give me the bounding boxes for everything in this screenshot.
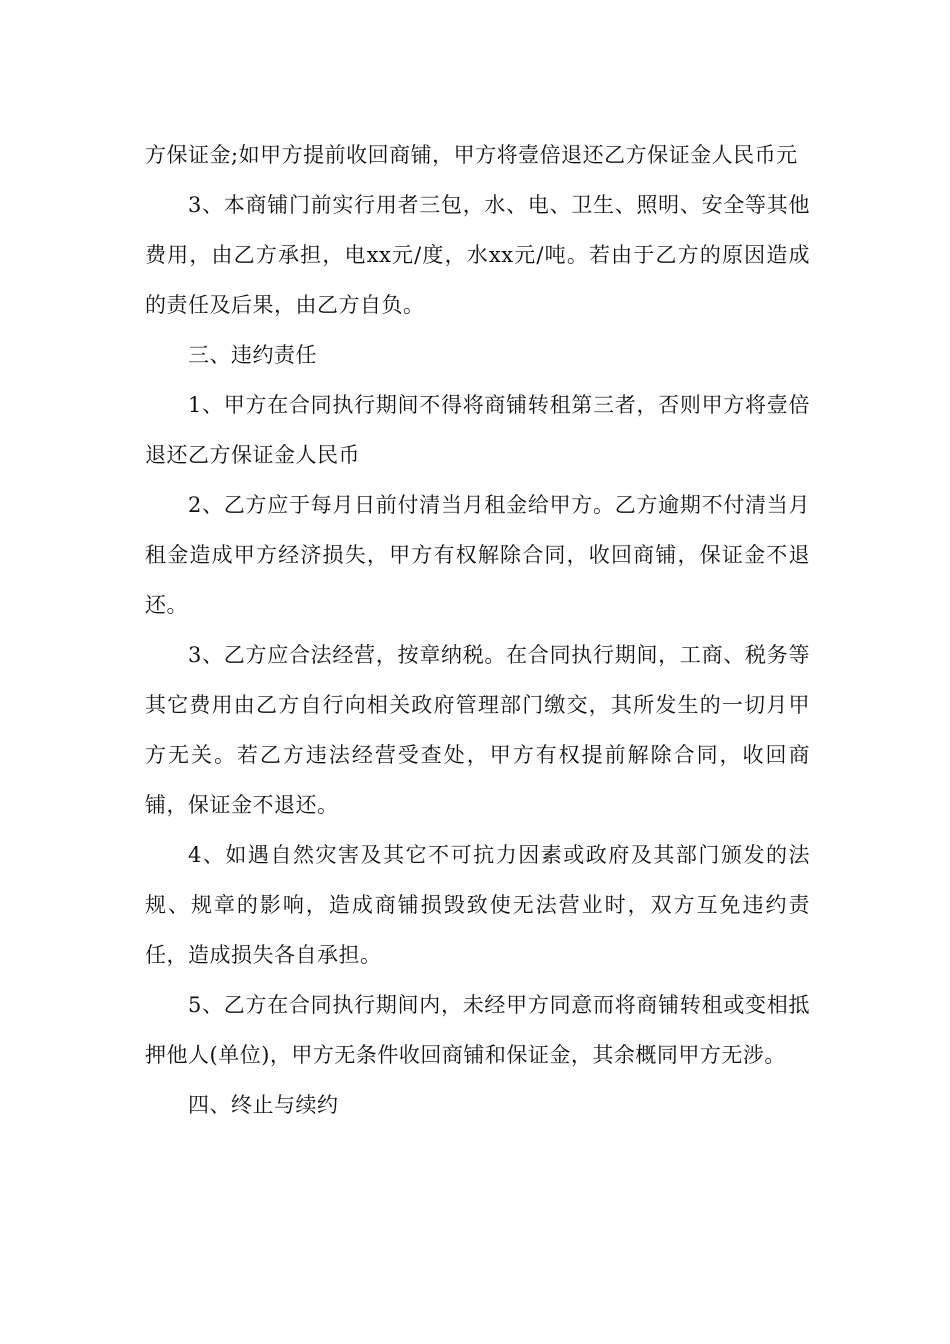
- section-heading-breach: 三、违约责任: [188, 343, 317, 367]
- paragraph-breach-2: 2、乙方应于每月日前付清当月租金给甲方。乙方逾期不付清当月租金造成甲方经济损失，甲方有权解除合同，收回商铺，保证金不退还。: [145, 493, 810, 617]
- section-heading-termination: 四、终止与续约: [188, 1093, 339, 1117]
- document-body: [145, 130, 810, 1130]
- paragraph-breach-4: 4、如遇自然灾害及其它不可抗力因素或政府及其部门颁发的法规、规章的影响，造成商铺损毁致使无法营业时，双方互免违约责任，造成损失各自承担。: [145, 843, 810, 967]
- paragraph-continuation: 方保证金;如甲方提前收回商铺，甲方将壹倍退还乙方保证金人民币元: [145, 143, 798, 167]
- paragraph-breach-5: 5、乙方在合同执行期间内，未经甲方同意而将商铺转租或变相抵押他人(单位)，甲方无条件收回商铺和保证金，其余概同甲方无涉。: [145, 993, 810, 1067]
- paragraph-clause-3-fees: 3、本商铺门前实行用者三包，水、电、卫生、照明、安全等其他费用，由乙方承担，电xx元/度，水xx元/吨。若由于乙方的原因造成的责任及后果，由乙方自负。: [145, 193, 810, 317]
- paragraph-breach-1: 1、甲方在合同执行期间不得将商铺转租第三者，否则甲方将壹倍退还乙方保证金人民币: [145, 393, 810, 467]
- paragraph-breach-3: 3、乙方应合法经营，按章纳税。在合同执行期间，工商、税务等其它费用由乙方自行向相关政府管理部门缴交，其所发生的一切月甲方无关。若乙方违法经营受查处，甲方有权提前解除合同，收回商铺，保证金不退还。: [145, 643, 810, 817]
